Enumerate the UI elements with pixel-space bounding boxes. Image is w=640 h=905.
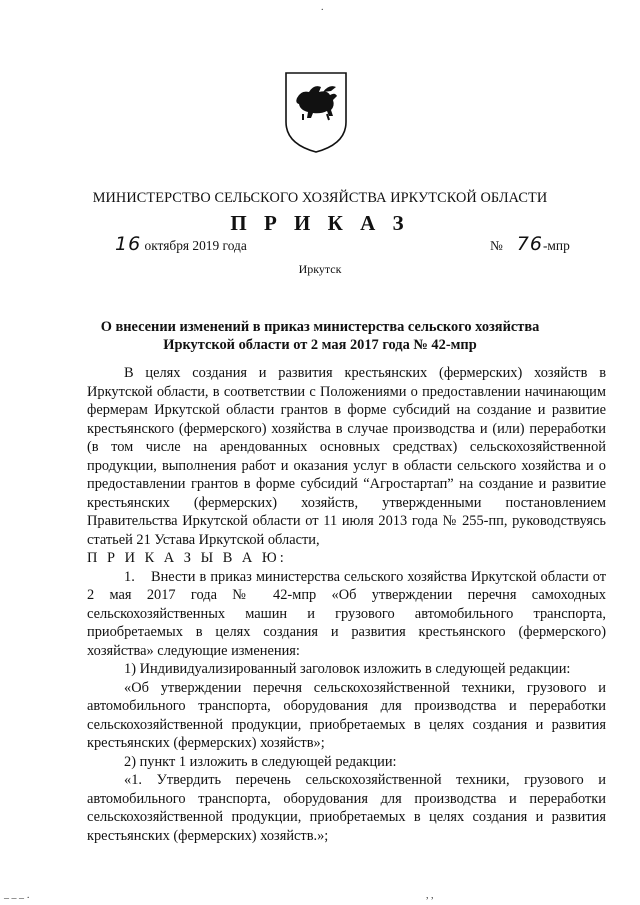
scan-speck: , , [426, 890, 434, 901]
order-number [490, 233, 570, 255]
date-day-handwritten: 16 [115, 233, 142, 255]
document-type: П Р И К А З [230, 211, 410, 235]
item-1-paragraph: 1. Внести в приказ министерства сельского хозяйства Иркутской области от 2 мая 2017 года № 42-мпр «Об утверждении перечня самоходных сельскохозяйственных машин и грузового автомобильного транспорта, приобретаемых в целях создания и развития крестьянского (фермерского) хозяйства» следующие изменения: [87, 568, 610, 659]
heading-line-2: Иркутской области от 2 мая 2017 года № 42-мпр [163, 337, 477, 353]
preamble-paragraph: В целях создания и развития крестьянских (фермерских) хозяйств в Иркутской области, в соответствии с Положениями о предоставлении начинающим фермерам Иркутской области грантов в форме субсидий на создание и развитие крестьянского (фермерского) хозяйства в случае производства и (или) переработки (в том числе на арендованных основных средствах) сельскохозяйственной продукции, выполнения работ и оказания услуг в области сельского хозяйства и о предоставлении грантов в форме субсидий “Агростартап” на создание и развитие крестьянских (фермерских) хозяйств, утвержденными постановлением Правительства Иркутской области от 11 июля 2013 года № 255-пп, руководствуясь статьей 21 Устава Иркутской области, [87, 365, 606, 548]
number-sign: № [490, 238, 503, 253]
city-name: Иркутск [298, 262, 342, 276]
order-date [115, 233, 247, 255]
document-heading [90, 318, 550, 354]
scan-speck: – – – · [4, 893, 30, 904]
subitem-1-paragraph: 1) Индивидуализированный заголовок изложить в следующей редакции: [124, 661, 571, 677]
subitem-2-text: «1. Утвердить перечень сельскохозяйственной техники, грузового и автомобильного транспорта, оборудования для производства и переработки сельскохозяйственной продукции, приобретаемых в целях создания и развития крестьянских (фермерских) хозяйств.»; [87, 772, 606, 844]
number-handwritten: 76 [516, 233, 543, 255]
heading-line-1: О внесении изменений в приказ министерства сельского хозяйства [100, 319, 540, 335]
subitem-1-text: «Об утверждении перечня сельскохозяйственной техники, грузового и автомобильного транспорта, оборудования для производства и переработки сельскохозяйственной продукции, приобретаемых в целях создания и развития крестьянских (фермерских) хозяйств»; [87, 679, 606, 751]
coat-of-arms-emblem [283, 70, 349, 154]
number-suffix: -мпр [542, 238, 570, 253]
order-word: П Р И К А З Ы В А Ю: [87, 550, 287, 566]
ministry-name: МИНИСТЕРСТВО СЕЛЬСКОГО ХОЗЯЙСТВА ИРКУТСКОЙ ОБЛАСТИ [92, 190, 548, 206]
scan-speck: . [321, 2, 324, 13]
subitem-2-paragraph: 2) пункт 1 изложить в следующей редакции: [124, 753, 397, 770]
document-body [87, 364, 610, 845]
date-month-year: октября 2019 года [141, 238, 247, 253]
